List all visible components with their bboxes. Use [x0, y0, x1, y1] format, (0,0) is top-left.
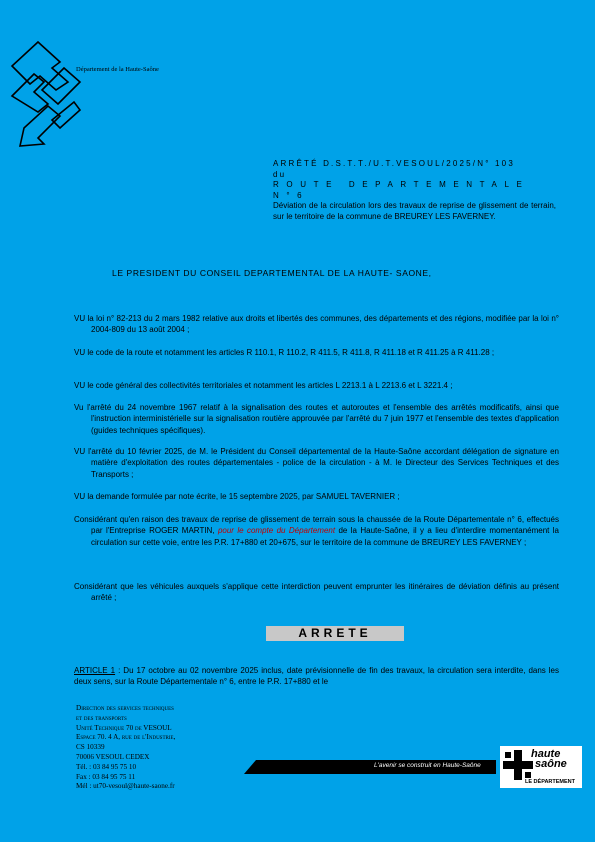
arrete-number: ARRÊTÉ D.S.T.T./U.T.VESOUL/2025/N° 103 — [273, 159, 515, 168]
visa-paragraph: VU l'arrêté du 10 février 2025, de M. le Président du Conseil départemental de la Haute-Saône accordant délégation de signature en matière d'exploitation des routes départementales - police de la circulation - à M. le Directeur des Services Techniques et des Transports ; — [74, 447, 559, 479]
article-label: ARTICLE 1 — [74, 666, 116, 675]
visa-paragraph: VU la demande formulée par note écrite, le 15 septembre 2025, par SAMUEL TAVERNIER ; — [74, 492, 400, 501]
arrete-title: ARRETE — [266, 626, 404, 641]
president-heading: LE PRESIDENT DU CONSEIL DEPARTEMENTAL DE LA HAUTE- SAONE, — [112, 268, 432, 278]
department-name: Département de la Haute-Saône — [76, 66, 159, 73]
visa-paragraph: Vu l'arrêté du 24 novembre 1967 relatif à la signalisation des routes et autoroutes et l'ensemble des arrêtés modificatifs, ainsi que l'instruction interministérielle sur la signalisation routière approuvée par l'arrêté du 7 juin 1977 et l'ensemble des textes d'application (guides techniques spécifiques). — [74, 403, 559, 435]
haute-saone-emblem-icon — [503, 750, 533, 780]
haute-saone-logo-text: haute saône — [531, 748, 567, 770]
article-1 — [74, 665, 559, 688]
slogan-text: L'avenir se construit en Haute-Saône — [374, 762, 481, 769]
visa-paragraph: VU le code général des collectivités territoriales et notamment les articles L 2213.1 à L 2213.6 et L 3221.4 ; — [74, 381, 453, 390]
department-logo-icon — [8, 38, 83, 150]
arrete-route: ROUTE DEPARTEMENTALE N°6 — [273, 180, 530, 200]
arrete-heading — [273, 159, 556, 222]
highlighted-text: pour le compte du Département — [217, 526, 336, 536]
considerant-paragraph: Considérant qu'en raison des travaux de reprise de glissement de terrain sous la chaussée de la Route Départementale n° 6, effectués par l'Entreprise ROGER MARTIN, pour le compte du Département de la Haute-Saône, il y a lieu d'interdire momentanément la circulation sur cette voie, entre les P.R. 17+880 et 20+675, sur le territoire de la commune de BREUREY LES FAVERNEY ; — [74, 515, 559, 547]
considerant-paragraph: Considérant que les véhicules auxquels s'applique cette interdiction peuvent emprunter les itinéraires de déviation définis au présent arrêté ; — [74, 582, 559, 603]
visa-paragraph: VU la loi n° 82-213 du 2 mars 1982 relative aux droits et libertés des communes, des départements et des régions, modifiée par la loi n° 2004-809 du 13 août 2004 ; — [74, 314, 559, 335]
footer-address: Direction des services techniques et des transports Unité Technique 70 de VESOUL Espace 70. 4 A, rue de l'Industrie, CS 10339 70006 VESOUL CEDEX Tél. : 03 84 95 75 10 Fax : 03 84 95 75 11 Mél : ut70-vesoul@haute-saone.fr — [76, 704, 176, 791]
arrete-date: du — [273, 169, 287, 179]
article-text: : Du 17 octobre au 02 novembre 2025 inclus, date prévisionnelle de fin des travaux, la circulation sera interdite, dans les deux sens, sur la Route Départementale n° 6, entre le P.R. 17+880 et le — [74, 666, 560, 687]
arrete-object: Déviation de la circulation lors des travaux de reprise de glissement de terrain, sur le territoire de la commune de BREUREY LES FAVERNEY. — [273, 201, 556, 221]
haute-saone-logo-dept: LE DÉPARTEMENT — [525, 779, 576, 785]
visa-paragraph: VU le code de la route et notamment les articles R 110.1, R 110.2, R 411.5, R 411.8, R 411.18 et R 411.25 à R 411.28 ; — [74, 348, 495, 357]
